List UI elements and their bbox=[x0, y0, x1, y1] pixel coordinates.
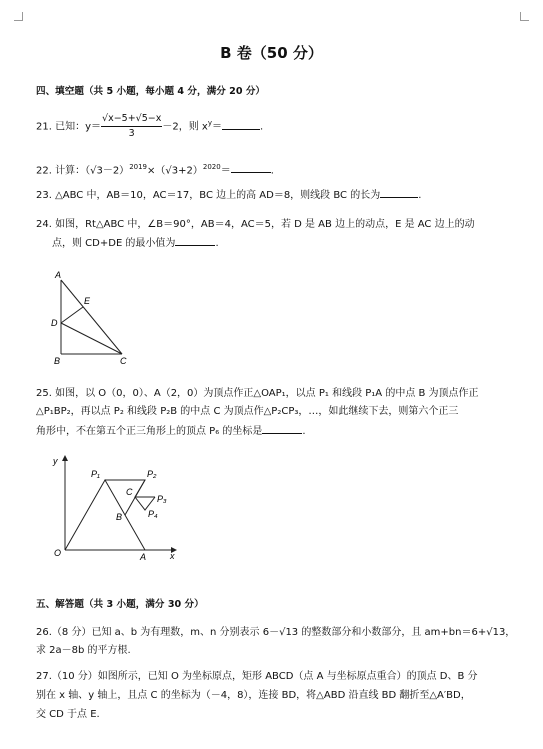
section-four-heading: 四、填空题（共 5 小题，每小题 4 分，满分 20 分） bbox=[36, 86, 266, 97]
question-27-line3: 交 CD 于点 E. bbox=[36, 709, 100, 720]
fig25-label-x: x bbox=[170, 551, 175, 561]
section-five-heading: 五、解答题（共 3 小题，满分 30 分） bbox=[36, 599, 204, 610]
fig24-label-b: B bbox=[54, 356, 61, 366]
q25-answer-blank[interactable] bbox=[262, 424, 302, 434]
q21-label: 21. 已知： bbox=[36, 121, 86, 133]
q24-answer-blank[interactable] bbox=[175, 236, 215, 246]
q22-exp1: 2019 bbox=[129, 163, 148, 171]
q21-denominator: 3 bbox=[128, 128, 135, 139]
q21-lhs: y＝ bbox=[85, 121, 102, 133]
question-27-line1: 27.（10 分）如图所示，已知 O 为坐标原点，矩形 ABCD（点 A 与坐标原点重合）的顶点 D、B 分 bbox=[36, 671, 478, 682]
question-27-line2: 别在 x 轴、y 轴上，且点 C 的坐标为（－4，8），连接 BD，将△ABD 沿直线 BD 翻折至△A′BD， bbox=[36, 690, 471, 701]
q22-end: . bbox=[270, 165, 274, 177]
question-25-line2: △P₁BP₂，再以点 P₂ 和线段 P₂B 的中点 C 为顶点作△P₂CP₃，…，如此继续下去，则第六个正三 bbox=[36, 406, 459, 417]
fig25-label-y: y bbox=[53, 456, 58, 466]
q21-fraction bbox=[101, 112, 162, 141]
figure-24-triangle bbox=[40, 268, 140, 370]
question-22 bbox=[36, 160, 274, 178]
fig25-triangle-p2cp3 bbox=[135, 480, 155, 497]
fig25-label-b: B bbox=[116, 512, 123, 522]
fig24-label-c: C bbox=[120, 356, 127, 366]
fig25-label-o: O bbox=[54, 548, 62, 558]
question-26-line1: 26.（8 分）已知 a、b 为有理数，m、n 分别表示 6－√13 的整数部分和小数部分，且 am+bn＝6+√13， bbox=[36, 627, 516, 638]
fig25-label-p1: P₁ bbox=[91, 469, 100, 479]
q21-eq: ＝ bbox=[211, 121, 222, 133]
q22-answer-blank[interactable] bbox=[231, 163, 271, 173]
question-26-line2: 求 2a－8b 的平方根. bbox=[36, 645, 131, 656]
fig24-side-ac bbox=[61, 280, 122, 354]
q24-line2-text: 点，则 CD+DE 的最小值为 bbox=[52, 238, 176, 249]
fig24-label-d: D bbox=[51, 318, 58, 328]
q22-eq: ＝ bbox=[220, 165, 231, 177]
q22-exp2: 2020 bbox=[202, 163, 221, 171]
q22-text: 22. 计算：（√3－2） bbox=[36, 165, 130, 177]
fig25-triangle-oap1 bbox=[65, 480, 145, 550]
figure-25-triangles bbox=[48, 450, 183, 565]
fig25-label-p4: P₄ bbox=[148, 509, 158, 519]
fig24-label-e: E bbox=[84, 296, 91, 306]
fig25-label-p2: P₂ bbox=[147, 469, 157, 479]
q23-end: . bbox=[418, 190, 422, 201]
q25-end: . bbox=[302, 426, 306, 437]
fig25-label-p3: P₃ bbox=[157, 494, 167, 504]
question-24-line1: 24. 如图，Rt△ABC 中，∠B＝90°，AB＝4，AC＝5，若 D 是 AB 边上的动点，E 是 AC 边上的动 bbox=[36, 219, 475, 230]
q21-end: . bbox=[259, 121, 264, 133]
q21-tail: －2，则 x bbox=[162, 121, 208, 133]
q24-end: . bbox=[215, 238, 219, 249]
question-21 bbox=[36, 112, 263, 141]
q21-numerator: √x−5+√5−x bbox=[101, 112, 162, 127]
question-25-line1: 25. 如图，以 O（0，0）、A（2，0）为顶点作正△OAP₁，以点 P₁ 和线段 P₁A 的中点 B 为顶点作正 bbox=[36, 388, 479, 399]
question-23 bbox=[36, 188, 421, 203]
question-25-line3 bbox=[36, 424, 306, 439]
q21-exponent: y bbox=[207, 119, 212, 128]
corner-mark-tr bbox=[520, 12, 529, 21]
question-24-line2 bbox=[52, 236, 219, 251]
fig25-label-c: C bbox=[126, 487, 133, 497]
corner-mark-tl bbox=[14, 12, 23, 21]
q22-mid: ×（√3+2） bbox=[147, 165, 203, 177]
q21-answer-blank[interactable] bbox=[222, 120, 260, 130]
fig24-segment-cd bbox=[61, 323, 122, 354]
q25-line3-text: 角形中，不在第五个正三角形上的顶点 P₆ 的坐标是 bbox=[36, 426, 263, 437]
fig24-segment-de bbox=[61, 307, 83, 323]
fig25-label-a: A bbox=[140, 552, 147, 562]
fig24-label-a: A bbox=[55, 270, 62, 280]
q23-answer-blank[interactable] bbox=[380, 188, 418, 198]
q23-text: 23. △ABC 中，AB＝10，AC＝17，BC 边上的高 AD＝8，则线段 BC 的长为 bbox=[36, 190, 381, 201]
page-title: B 卷（50 分） bbox=[220, 44, 323, 62]
